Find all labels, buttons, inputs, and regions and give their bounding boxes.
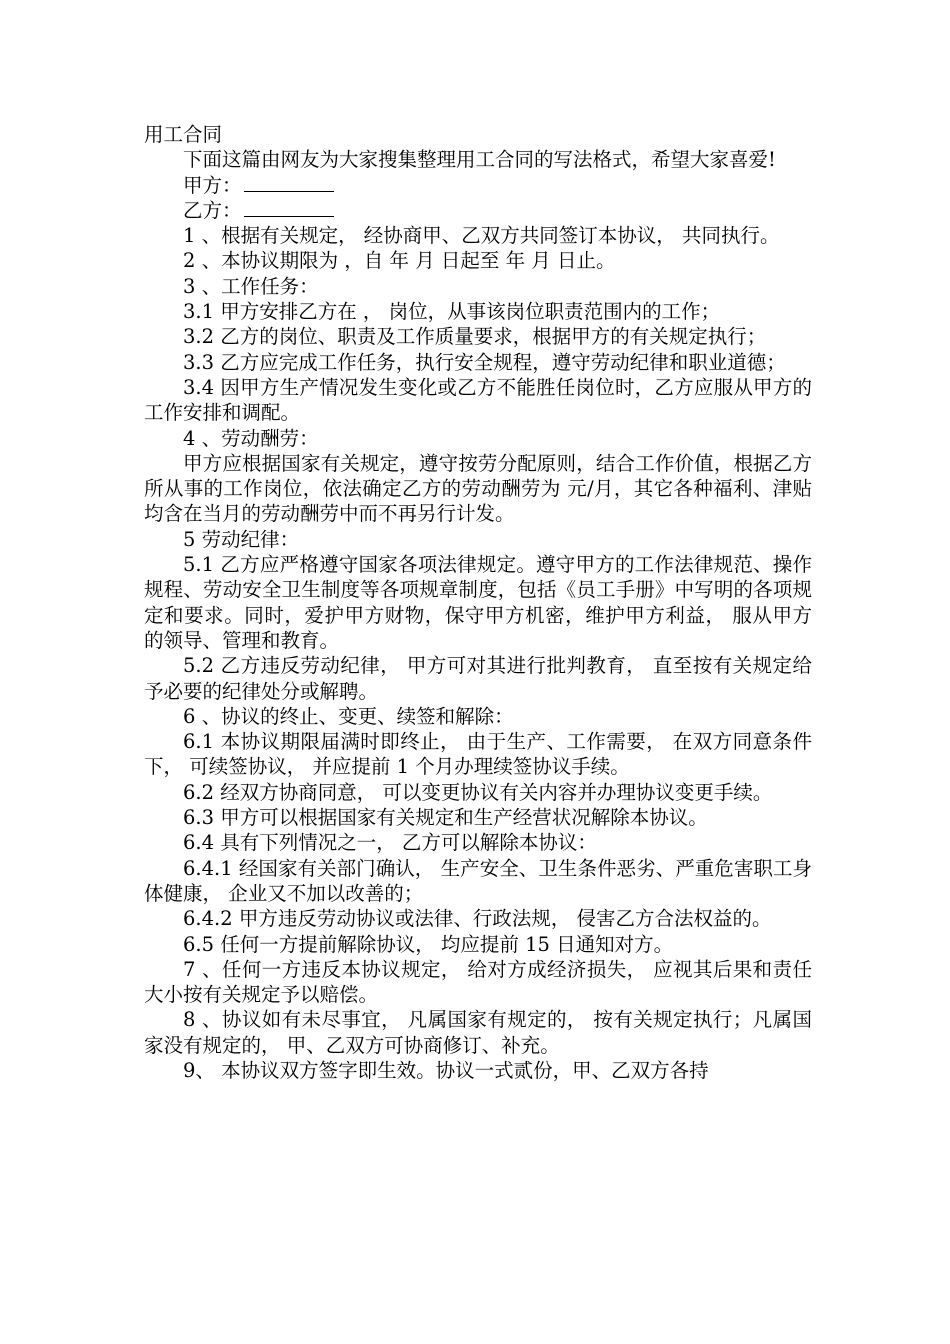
clause-paragraph: 5.2 乙方违反劳动纪律， 甲方可对其进行批判教育， 直至按有关规定给予必要的纪律处分或解聘。 — [144, 654, 812, 703]
document-title: 用工合同 — [144, 123, 223, 146]
clause-paragraph: 4 、劳动酬劳： — [183, 426, 319, 450]
clause-paragraph: 2 、本协议期限为 ，自 年 月 日起至 年 月 日止。 — [183, 249, 616, 273]
clause-paragraph: 6.1 本协议期限届满时即终止， 由于生产、工作需要， 在双方同意条件下， 可续签协议， 并应提前 1 个月办理续签协议手续。 — [144, 730, 812, 779]
clause-paragraph: 6.4.2 甲方违反劳动协议或法律、行政法规， 侵害乙方合法权益的。 — [183, 907, 772, 931]
intro-paragraph: 下面这篇由网友为大家搜集整理用工合同的写法格式，希望大家喜爱! — [183, 148, 776, 172]
clause-paragraph: 6.5 任何一方提前解除协议， 均应提前 15 日通知对方。 — [183, 932, 674, 956]
clause-paragraph: 8 、协议如有未尽事宜， 凡属国家有规定的， 按有关规定执行；凡属国家没有规定的， 甲、乙双方可协商修订、补充。 — [144, 1008, 812, 1057]
party-a-line — [144, 173, 812, 198]
party-b-line — [144, 198, 812, 223]
clause-paragraph: 7 、任何一方违反本协议规定， 给对方成经济损失， 应视其后果和责任大小按有关规定予以赔偿。 — [144, 957, 812, 1007]
clause-paragraph: 5 劳动纪律： — [183, 527, 300, 551]
clause-paragraph: 6.4.1 经国家有关部门确认， 生产安全、卫生条件恶劣、严重危害职工身体健康， 企业又不加以改善的； — [144, 856, 812, 905]
party-b-blank — [244, 198, 334, 217]
party-a-label: 甲方： — [183, 173, 242, 197]
clause-paragraph: 6 、协议的终止、变更、续签和解除： — [183, 704, 514, 728]
clause-paragraph: 9、 本协议双方签字即生效。协议一式贰份，甲、乙双方各持 — [183, 1058, 709, 1082]
clause-paragraph: 5.1 乙方应严格遵守国家各项法律规定。遵守甲方的工作法律规范、操作规程、劳动安全卫生制度等各项规章制度，包括《员工手册》中写明的各项规定和要求。同时，爱护甲方财物，保守甲方机密，维护甲方利益， 服从甲方的领导、管理和教育。 — [144, 553, 812, 652]
clause-paragraph: 3 、工作任务： — [183, 274, 319, 298]
clause-paragraph: 1 、根据有关规定， 经协商甲、乙双方共同签订本协议， 共同执行。 — [183, 224, 780, 248]
clause-paragraph: 3.4 因甲方生产情况发生变化或乙方不能胜任岗位时，乙方应服从甲方的工作安排和调配。 — [144, 375, 812, 425]
clause-paragraph: 3.1 甲方安排乙方在 ， 岗位，从事该岗位职责范围内的工作； — [183, 300, 721, 324]
clause-paragraph: 6.3 甲方可以根据国家有关规定和生产经营状况解除本协议。 — [183, 806, 708, 830]
party-b-label: 乙方： — [183, 198, 242, 222]
document-body — [144, 122, 812, 1083]
clause-paragraph: 甲方应根据国家有关规定，遵守按劳分配原则，结合工作价值，根据乙方所从事的工作岗位，依法确定乙方的劳动酬劳为 元/月，其它各种福利、津贴均含在当月的劳动酬劳中而不再另行计发。 — [144, 451, 812, 526]
clause-paragraph: 3.3 乙方应完成工作任务，执行安全规程，遵守劳动纪律和职业道德； — [183, 350, 786, 374]
clause-paragraph: 6.4 具有下列情况之一， 乙方可以解除本协议： — [183, 831, 597, 855]
party-a-blank — [244, 173, 334, 192]
clause-paragraph: 3.2 乙方的岗位、职责及工作质量要求，根据甲方的有关规定执行； — [183, 325, 767, 349]
clause-paragraph: 6.2 经双方协商同意， 可以变更协议有关内容并办理协议变更手续。 — [183, 780, 773, 804]
